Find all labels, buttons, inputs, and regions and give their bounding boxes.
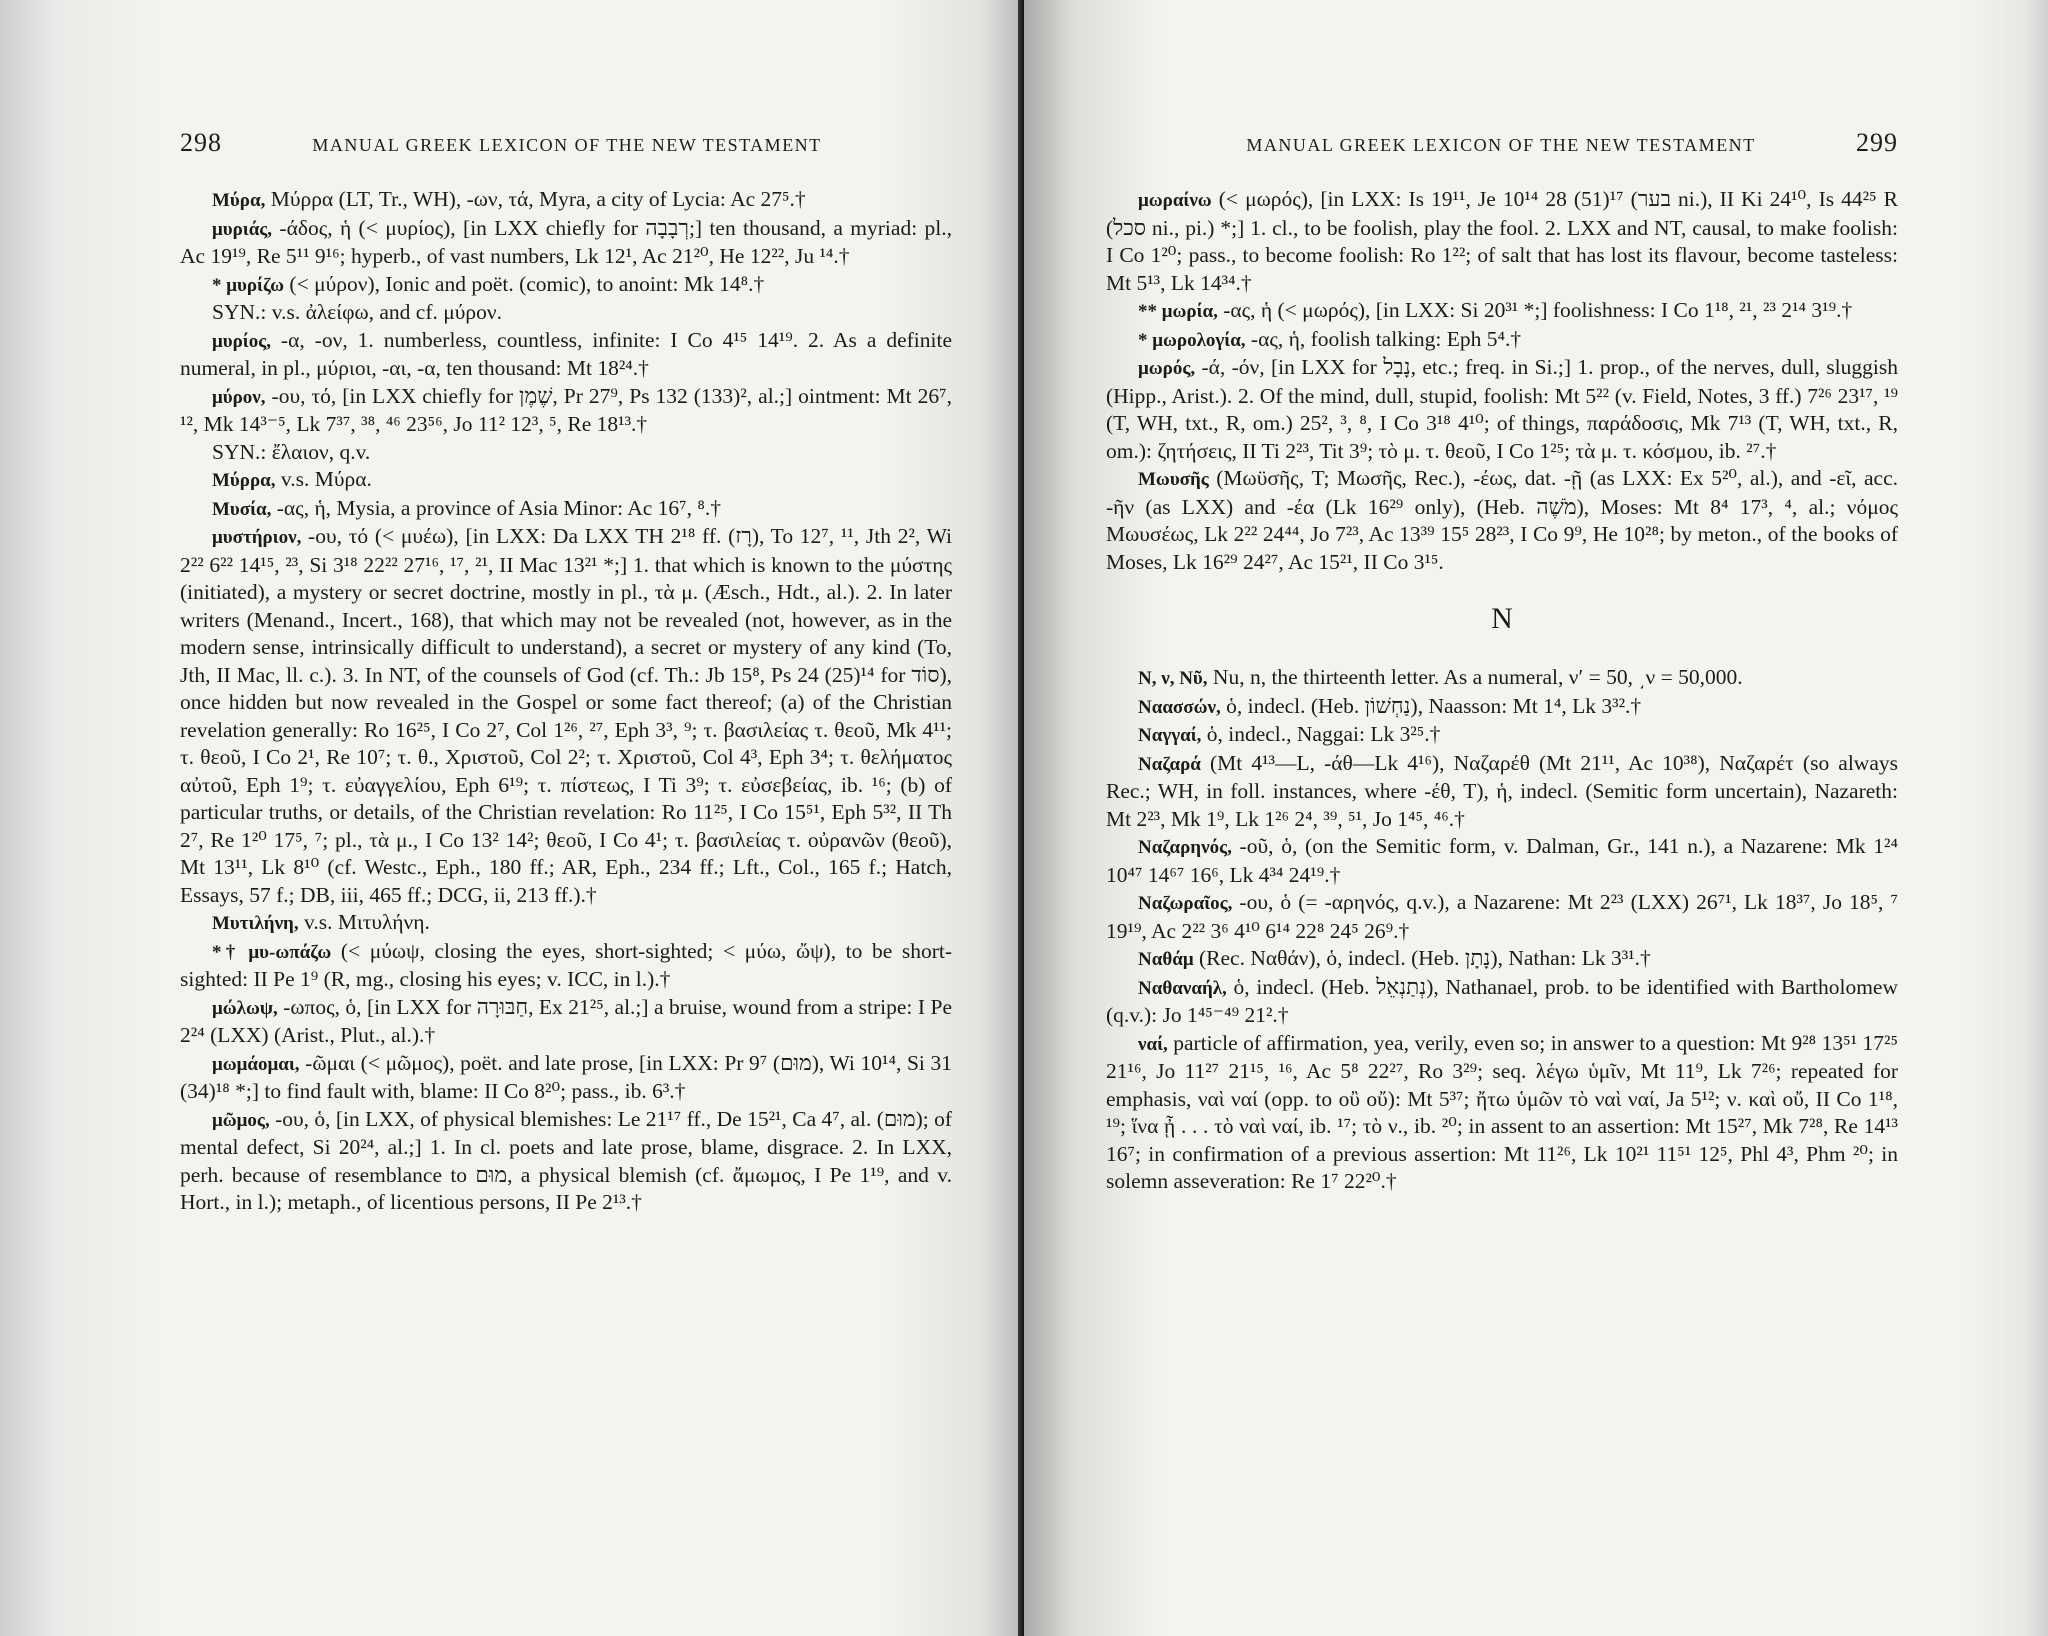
right-page [1024,0,2048,1636]
entry-text: -ωπος, ὁ, [in LXX for חַבּוּרָה, Ex 21²⁵, al.;] a bruise, wound from a stripe: I Pe 2²⁴ (LXX) (Arist., Plut., al.).† [180,994,952,1047]
lexicon-entry [1106,750,1898,834]
entry-headword: Μυτιλήνη, [212,913,299,934]
entry-headword: ** μωρία, [1138,301,1218,322]
entry-text: -οῦ, ὁ, (on the Semitic form, v. Dalman, Gr., 141 n.), a Nazarene: Mk 1²⁴ 10⁴⁷ 14⁶⁷ 16⁶, Lk 4³⁴ 24¹⁹.† [1106,834,1898,887]
lexicon-entry [180,327,952,383]
entry-headword: μωμάομαι, [212,1053,300,1075]
left-entries [180,186,952,1217]
entry-headword: μῶμος, [212,1109,270,1131]
running-head: MANUAL GREEK LEXICON OF THE NEW TESTAMENT [312,135,822,155]
entry-text: -ου, ὁ, [in LXX, of physical blemishes: Le 21¹⁷ ff., De 15²¹, Ca 4⁷, al. (מוּם); of mental defect, Si 20²⁴, al.;] 1. In cl. poets and late prose, blame, disgrace. 2. In LXX, perh. because of resemblance to מוּם, a physical blemish (cf. ἄμωμος, I Pe 1¹⁹, and v. Hort., in l.); metaph., of licentious persons, II Pe 2¹³.† [180,1106,953,1214]
entry-text: -ά, -όν, [in LXX for נָבָל, etc.; freq. in Si.;] 1. prop., of the nerves, dull, sluggish (Hipp., Arist.). 2. Of the mind, dull, stupid, foolish: Mt 5²² (v. Field, Notes, 3 ff.) 7²⁶ 23¹⁷, ¹⁹ (T, WH, txt., R, om.) 25², ³, ⁸, I Co 3¹⁸ 4¹⁰; of things, παράδοσις, Mk 7¹³ (T, WH, txt., R, om.): ζητήσεις, II Ti 2²³, Tit 3⁹; τὸ μ. τ. θεοῦ, I Co 1²⁵; τὰ μ. τ. κόσμου, ib. ²⁷.† [1106,355,1898,463]
entry-text: -ου, τό, [in LXX chiefly for שֶׁמֶן, Pr 27⁹, Ps 132 (133)², al.;] ointment: Mt 26⁷, ¹², Mk 14³⁻⁵, Lk 7³⁷, ³⁸, ⁴⁶ 23⁵⁶, Jo 11² 12³, ⁵, Re 18¹³.† [180,383,952,436]
entry-text: (Rec. Ναθάν), ὁ, indecl. (Heb. נָתָן), Nathan: Lk 3³¹.† [1193,946,1651,970]
entry-text: -ου, τό (< μυέω), [in LXX: Da LXX TH 2¹⁸ ff. (רָז), To 12⁷, ¹¹, Jth 2², Wi 2²² 6²² 14¹⁵, ²³, Si 3¹⁸ 22²² 27¹⁶, ¹⁷, ²¹, II Mac 13²¹ *;] 1. that which is known to the μύστης (initiated), a mystery or secret doctrine, mostly in pl., τὰ μ. (Æsch., Hdt., al.). 2. In later writers (Menand., Incert., 168), that which may not be revealed (not, however, as in the modern sense, intrinsically difficult to understand), a secret or mystery of any kind (To, Jth, II Mac, ll. c.). 3. In NT, of the counsels of God (cf. Th.: Jb 15⁸, Ps 24 (25)¹⁴ for סוֹד), once hidden but now revealed in the Gospel or some fact thereof; (a) of the Christian revelation generally: Ro 16²⁵, I Co 2⁷, Col 1²⁶, ²⁷, Eph 3³, ⁹; τ. βασιλείας τ. θεοῦ, Mk 4¹¹; τ. θεοῦ, I Co 2¹, Re 10⁷; τ. θ., Χριστοῦ, Col 2²; τ. Χριστοῦ, Col 4³, Eph 3⁴; τ. θελήματος αὐτοῦ, Eph 1⁹; τ. εὐαγγελίου, Eph 6¹⁹; τ. πίστεως, I Ti 3⁹; τ. εὐσεβείας, ib. ¹⁶; (b) of particular truths, or details, of the Christian revelation: Ro 11²⁵, I Co 15⁵¹, Eph 5³², II Th 2⁷, Re 1²⁰ 17⁵, ⁷; pl., τὰ μ., I Co 13² 14²; θεοῦ, I Co 4¹; τ. βασιλείας τ. οὐρανῶν (θεοῦ), Mt 13¹¹, Lk 8¹⁰ (cf. Westc., Eph., 180 ff.; AR, Eph., 234 ff.; Lft., Col., 165 f.; Hatch, Essays, 57 f.; DB, iii, 465 ff.; DCG, ii, 213 ff.).† [180,524,953,907]
entry-text: -ου, ὁ (= -αρηνός, q.v.), a Nazarene: Mt 2²³ (LXX) 26⁷¹, Lk 18³⁷, Jo 18⁵, ⁷ 19¹⁹, Ac 2²² 3⁶ 4¹⁰ 6¹⁴ 22⁸ 24⁵ 26⁹.† [1106,890,1898,943]
right-entries-after [1106,664,1898,1196]
entry-text: -ας, ἡ, foolish talking: Eph 5⁴.† [1245,326,1522,351]
entry-headword: μωρός, [1138,358,1196,379]
lexicon-entry [1106,974,1898,1030]
entry-headword: *† μυ-ωπάζω [212,941,332,963]
lexicon-entry [1106,721,1898,750]
lexicon-entry [180,994,952,1050]
lexicon-entry [180,271,952,300]
entry-text: -άδος, ἡ (< μυρίος), [in LXX chiefly for רְבָבָה;] ten thousand, a myriad: pl., Ac 19¹⁹, Re 5¹¹ 9¹⁶; hyperb., of vast numbers, Lk 12¹, Ac 21²⁰, He 12²², Ju ¹⁴.† [180,215,952,268]
lexicon-entry [180,523,952,909]
entry-headword: μυστήριον, [212,527,302,548]
lexicon-entry [180,215,952,271]
right-entries-before [1106,186,1898,576]
lexicon-entry [180,909,952,938]
entry-text: SYN.: v.s. ἀλείφω, and cf. μύρον. [212,300,503,324]
entry-headword: Μύρρα, [212,470,276,491]
lexicon-entry [1106,1030,1898,1196]
lexicon-entry [180,383,952,439]
lexicon-entry [180,495,952,524]
lexicon-entry [1106,693,1898,722]
lexicon-entry [180,1106,952,1217]
lexicon-entry [1106,326,1898,355]
entry-headword: μύρον, [212,386,266,408]
entry-text: -ας, ἡ (< μωρός), [in LXX: Si 20³¹ *;] foolishness: I Co 1¹⁸, ²¹, ²³ 2¹⁴ 3¹⁹.† [1217,298,1853,322]
entry-headword: Ν, ν, Νῦ, [1138,668,1208,689]
entry-text: ὁ, indecl. (Heb. נְתַנְאֵל), Nathanael, prob. to be identified with Bartholomew (q.v.): Jo 1⁴⁵⁻⁴⁹ 21².† [1106,974,1899,1027]
entry-headword: ναί, [1138,1033,1168,1055]
entry-headword: Ναζωραῖος, [1138,893,1233,914]
lexicon-entry [180,186,952,215]
right-page-header [1106,128,1898,158]
entry-text: ὁ, indecl. (Heb. נַחְשׁוֹן), Naasson: Mt 1⁴, Lk 3³².† [1220,693,1642,718]
entry-text: Nu, n, the thirteenth letter. As a numeral, ν′ = 50, ͵ν = 50,000. [1207,665,1743,689]
entry-text: ὁ, indecl., Naggai: Lk 3²⁵.† [1201,722,1441,746]
entry-headword: Ναθαναήλ, [1138,977,1227,999]
lexicon-entry [180,299,952,327]
entry-headword: μώλωψ, [212,997,278,1019]
entry-text: particle of affirmation, yea, verily, even so; in answer to a question: Mt 9²⁸ 13⁵¹ 17²⁵ 21¹⁶, Jo 11²⁷ 21¹⁵, ¹⁶, Ac 5⁸ 22²⁷, Ro 3²⁹; seq. λέγω ὑμῖν, Mt 11⁹, Lk 7²⁶; repeated for emphasis, ναὶ ναί (opp. to οὒ οὔ): Mt 5³⁷; ἤτω ὑμῶν τὸ ναὶ ναί, Ja 5¹²; ν. καὶ οὔ, II Co 1¹⁸, ¹⁹; ἵνα ᾖ . . . τὸ ναὶ ναί, ib. ¹⁷; τὸ ν., ib. ²⁰; in assent to an assertion: Mt 15²⁷, Mk 7²⁸, Re 14¹³ 16⁷; in confirmation of a previous assertion: Mt 11²⁶, Lk 10²¹ 11⁵¹ 12⁵, Phl 4³, Phm ²⁰; in solemn asseveration: Re 1⁷ 22²⁰.† [1106,1030,1898,1193]
entry-headword: μυρίος, [212,330,271,352]
lexicon-entry [1106,889,1898,945]
entry-headword: * μωρολογία, [1138,329,1246,351]
left-page-header [180,128,952,158]
entry-text: (< μύρον), Ionic and poët. (comic), to anoint: Mk 14⁸.† [284,271,765,296]
lexicon-entry [1106,465,1898,576]
entry-text: -ας, ἡ, Mysia, a province of Asia Minor: Ac 16⁷, ⁸.† [271,495,722,520]
letter-heading: N [1491,602,1513,635]
page-number: 299 [1856,128,1898,157]
entry-text: (< μύωψ, closing the eyes, short-sighted; < μύω, ὤψ), to be short-sighted: II Pe 1⁹ (R, mg., closing his eyes; v. ICC, in l.).† [180,938,952,991]
entry-headword: μωραίνω [1138,190,1212,211]
entry-text: SYN.: ἔλαιον, q.v. [212,439,371,464]
entry-text: -α, -ον, 1. numberless, countless, infinite: I Co 4¹⁵ 14¹⁹. 2. As a definite numeral, in pl., μύριοι, -αι, -α, ten thousand: Mt 18²⁴.† [180,327,952,380]
left-page [0,0,1022,1636]
entry-headword: Ναζαρά [1138,753,1201,775]
entry-headword: μυριάς, [212,218,273,240]
entry-text: (< μωρός), [in LXX: Is 19¹¹, Je 10¹⁴ 28 (51)¹⁷ (בער ni.), II Ki 24¹⁰, Is 44²⁵ R (סכל ni., pi.) *;] 1. cl., to be foolish, play the fool. 2. LXX and NT, causal, to make foolish: I Co 1²⁰; pass., to become foolish: Ro 1²²; of salt that has lost its flavour, become tasteless: Mt 5¹³, Lk 14³⁴.† [1106,187,1899,295]
running-head: MANUAL GREEK LEXICON OF THE NEW TESTAMENT [1246,135,1756,155]
entry-text: (Mt 4¹³—L, -άθ—Lk 4¹⁶), Ναζαρέθ (Mt 21¹¹, Ac 10³⁸), Ναζαρέτ (so always Rec.; WH, in foll. instances, where -έθ, T), ἡ, indecl. (Semitic form uncertain), Nazareth: Mt 2²³, Mk 1⁹, Lk 1²⁶ 2⁴, ³⁹, ⁵¹, Jo 1⁴⁵, ⁴⁶.† [1106,750,1898,831]
lexicon-entry [180,466,952,495]
lexicon-entry [1106,186,1898,297]
entry-headword: Ναζαρηνός, [1138,837,1232,858]
entry-text: Μύρρα (LT, Tr., WH), -ων, τά, Myra, a city of Lycia: Ac 27⁵.† [265,187,806,211]
entry-text: v.s. Μύρα. [275,467,372,491]
lexicon-entry [1106,354,1898,465]
lexicon-entry [180,439,952,467]
lexicon-entry [180,938,952,994]
entry-headword: Μωυσῆς [1138,469,1209,490]
lexicon-entry [1106,833,1898,889]
lexicon-entry [1106,297,1898,326]
entry-headword: Ναθάμ [1138,949,1194,970]
lexicon-entry [180,1050,952,1106]
page-number: 298 [180,128,222,157]
entry-text: (Μωϋσῆς, T; Μωσῆς, Rec.), -έως, dat. -ῇ (as LXX: Ex 5²⁰, al.), and -εῖ, acc. -ῆν (as LXX) and -έα (Lk 16²⁹ only), (Heb. מֹשֶׁה), Moses: Mt 8⁴ 17³, ⁴, al.; νόμος Μωυσέως, Lk 2²² 24⁴⁴, Jo 7²³, Ac 13³⁹ 15⁵ 28²³, I Co 9⁹, He 10²⁸; by meton., of the books of Moses, Lk 16²⁹ 24²⁷, Ac 15²¹, II Co 3¹⁵. [1106,466,1898,574]
lexicon-entry [1106,945,1898,974]
entry-headword: Μυσία, [212,498,272,520]
entry-text: v.s. Μιτυλήνη. [298,910,430,934]
entry-headword: Ναασσών, [1138,696,1221,718]
entry-headword: * μυρίζω [212,274,285,296]
entry-headword: Ναγγαί, [1138,725,1202,746]
lexicon-entry [1106,664,1898,693]
entry-headword: Μύρα, [212,190,266,211]
entry-text: -ῶμαι (< μῶμος), poët. and late prose, [in LXX: Pr 9⁷ (מוּם), Wi 10¹⁴, Si 31 (34)¹⁸ *;] to find fault with, blame: II Co 8²⁰; pass., ib. 6³.† [180,1050,952,1103]
